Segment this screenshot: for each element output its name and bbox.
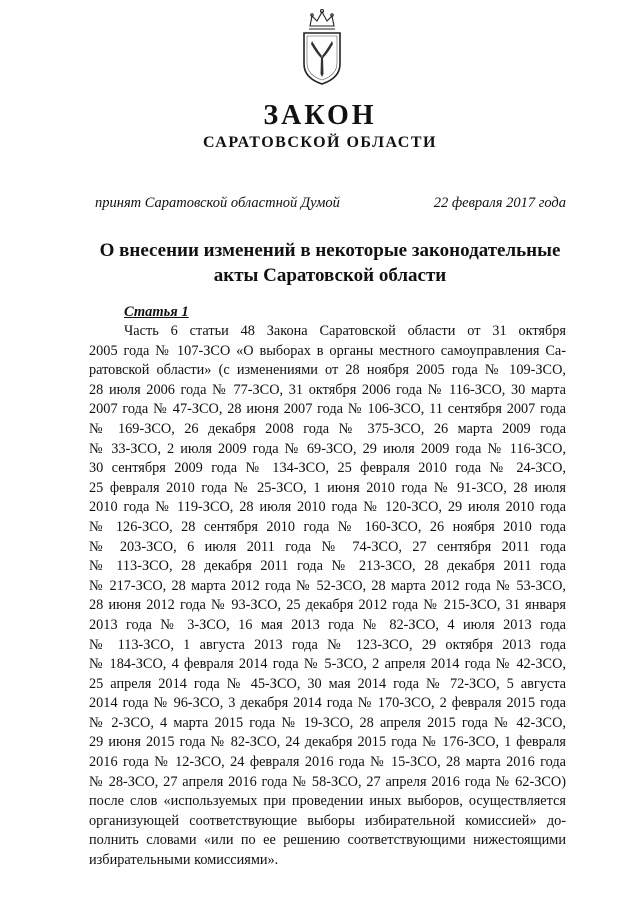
body-line: 2013 года № 3-ЗСО, 16 мая 2013 года № 82-ЗСО, 4 июля 2013 года bbox=[89, 616, 566, 633]
body-line: 30 сентября 2009 года № 134-ЗСО, 25 февраля 2010 года № 24-ЗСО, bbox=[89, 460, 566, 477]
body-line: № 203-ЗСО, 6 июля 2011 года № 74-ЗСО, 27 сентября 2011 года bbox=[89, 538, 566, 555]
body-line: № 33-ЗСО, 2 июля 2009 года № 69-ЗСО, 29 июля 2009 года № 116-ЗСО, bbox=[89, 440, 566, 457]
article-heading: Статья 1 bbox=[124, 304, 189, 320]
coat-of-arms-icon bbox=[298, 8, 346, 86]
body-line: 2007 года № 47-ЗСО, 28 июня 2007 года № 106-ЗСО, 11 сентября 2007 года bbox=[89, 401, 566, 418]
body-line: полнить словами «или по ее решению соответствующими нижестоящими bbox=[89, 832, 566, 849]
body-line: 25 апреля 2014 года № 45-ЗСО, 30 мая 2014 года № 72-ЗСО, 5 августа bbox=[89, 675, 566, 692]
body-line: № 113-ЗСО, 28 декабря 2011 года № 213-ЗСО, 28 декабря 2011 года bbox=[89, 558, 566, 575]
body-line: 28 июня 2012 года № 93-ЗСО, 25 декабря 2012 года № 215-ЗСО, 31 января bbox=[89, 597, 566, 614]
adopted-by: принят Саратовской областной Думой bbox=[95, 195, 340, 211]
region-heading: САРАТОВСКОЙ ОБЛАСТИ bbox=[203, 134, 437, 151]
body-line: организующей соответствующие выборы избирательной комиссией» до- bbox=[89, 812, 566, 829]
body-line: 2014 года № 96-ЗСО, 3 декабря 2014 года № 170-ЗСО, 2 февраля 2015 года bbox=[89, 695, 566, 712]
adoption-date: 22 февраля 2017 года bbox=[433, 195, 566, 211]
body-line: после слов «используемых при проведении иных выборов, осуществляется bbox=[89, 793, 566, 810]
article-body bbox=[89, 322, 566, 871]
body-line: № 169-ЗСО, 26 декабря 2008 года № 375-ЗСО, 26 марта 2009 года bbox=[89, 420, 566, 437]
body-line: № 2-ЗСО, 4 марта 2015 года № 19-ЗСО, 28 апреля 2015 года № 42-ЗСО, bbox=[89, 714, 566, 731]
document-title-line: О внесении изменений в некоторые законодательные bbox=[99, 240, 561, 261]
body-line: избирательными комиссиями». bbox=[89, 852, 279, 869]
body-line: № 126-ЗСО, 28 сентября 2010 года № 160-ЗСО, 26 ноября 2010 года bbox=[89, 518, 566, 535]
document-title bbox=[80, 238, 580, 288]
body-line: 2005 года № 107-ЗСО «О выборах в органы местного самоуправления Са- bbox=[89, 342, 566, 359]
law-heading: ЗАКОН bbox=[263, 100, 377, 131]
body-line: № 113-ЗСО, 1 августа 2013 года № 123-ЗСО, 29 октября 2013 года bbox=[89, 636, 566, 653]
body-line: № 217-ЗСО, 28 марта 2012 года № 52-ЗСО, 28 марта 2012 года № 53-ЗСО, bbox=[89, 577, 566, 594]
body-line: 2016 года № 12-ЗСО, 24 февраля 2016 года № 15-ЗСО, 28 марта 2016 года bbox=[89, 754, 566, 771]
document-title-line: акты Саратовской области bbox=[213, 265, 447, 286]
body-line: 25 февраля 2010 года № 25-ЗСО, 1 июня 2010 года № 91-ЗСО, 28 июля bbox=[89, 479, 566, 496]
body-line: 28 июля 2006 года № 77-ЗСО, 31 октября 2006 года № 116-ЗСО, 30 марта bbox=[89, 381, 566, 398]
body-line: 29 июня 2015 года № 82-ЗСО, 24 декабря 2015 года № 176-ЗСО, 1 февраля bbox=[89, 734, 566, 751]
body-line: № 184-ЗСО, 4 февраля 2014 года № 5-ЗСО, 2 апреля 2014 года № 42-ЗСО, bbox=[89, 656, 566, 673]
body-line: Часть 6 статьи 48 Закона Саратовской области от 31 октября bbox=[124, 323, 566, 339]
body-line: № 28-ЗСО, 27 апреля 2016 года № 58-ЗСО, 27 апреля 2016 года № 62-ЗСО) bbox=[89, 773, 566, 790]
body-line: 2010 года № 119-ЗСО, 28 июля 2010 года № 120-ЗСО, 29 июля 2010 года bbox=[89, 499, 566, 516]
body-line: ратовской области» (с изменениями от 28 ноября 2005 года № 109-ЗСО, bbox=[89, 362, 566, 379]
